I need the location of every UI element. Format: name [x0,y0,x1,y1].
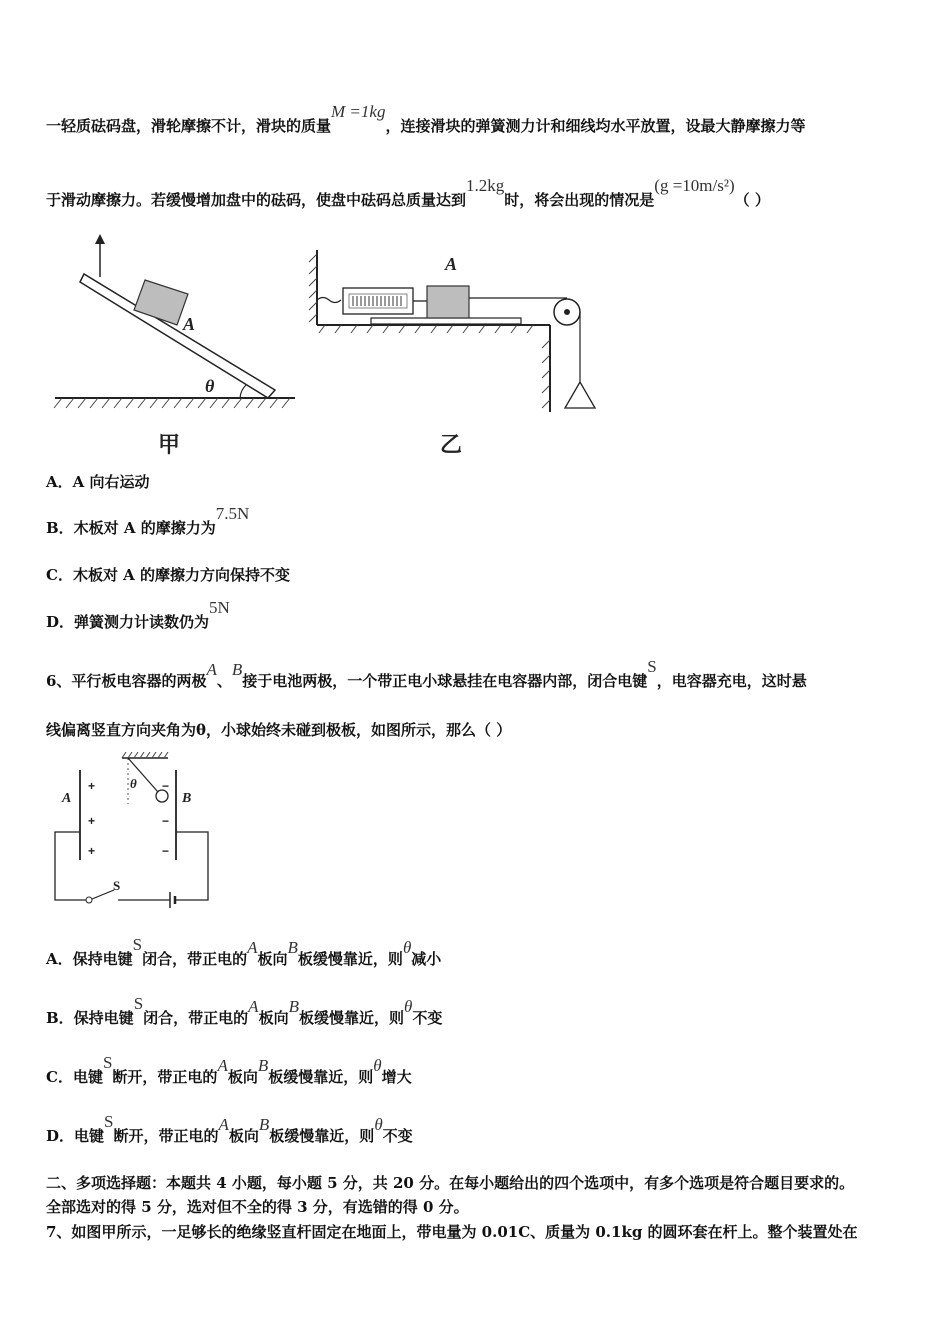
section2-heading-line1: 二、多项选择题：本题共 4 小题，每小题 5 分，共 20 分。在每小题给出的四个选项中，有多个选项是符合题目要求的。 [46,1174,855,1192]
ceiling-hatch [122,752,168,758]
q6-option-b[interactable]: B．保持电键S闭合，带正电的A板向B板缓慢靠近，则θ不变 [46,994,443,1027]
hook [317,298,341,303]
mass-expression: M =1kg [331,102,386,121]
wire-right [175,832,208,900]
label-a: A [445,254,458,274]
plus-sign: + [88,779,96,793]
block-a [427,286,469,318]
switch-s [92,890,114,899]
q6-option-a[interactable]: A．保持电键S闭合，带正电的A板向B板缓慢靠近，则θ减小 [46,935,442,968]
caption-yi: 乙 [440,432,463,458]
weight-pan [565,382,595,408]
ground-hatch [54,398,290,408]
q6-stem-line2: 线偏离竖直方向夹角为θ，小球始终未碰到极板，如图所示，那么（ ） [46,721,512,739]
plus-sign: + [88,844,96,858]
switch-contact [86,897,92,903]
label-a: A [62,791,72,806]
q5-option-b[interactable]: B．木板对 A 的摩擦力为7.5N [46,504,250,537]
wall-hatch [309,254,317,322]
minus-sign: − [162,814,170,828]
figure-yi [305,240,605,460]
up-arrow-icon [95,234,105,244]
label-theta: θ [130,776,137,791]
q5-option-d[interactable]: D．弹簧测力计读数仍为5N [46,598,230,631]
wire-left [55,832,86,900]
gravity-expression: (g =10m/s²) [654,176,735,195]
label-a: A [183,314,196,334]
mass-total: 1.2kg [466,176,505,195]
angle-arc [240,385,246,398]
q7-stem: 7、如图甲所示，一足够长的绝缘竖直杆固定在地面上，带电量为 0.01C、质量为 0.1kg 的圆环套在杆上。整个装置处在 [46,1223,858,1241]
q5-option-a[interactable]: A．A 向右运动 [46,473,150,491]
label-theta: θ [205,376,215,396]
minus-sign: − [162,779,170,793]
plus-sign: + [88,814,96,828]
q6-stem-line1: 6、平行板电容器的两极A、B接于电池两极，一个带正电小球悬挂在电容器内部，闭合电键S，电容器充电，这时悬 [46,657,807,690]
section2-heading-line2: 全部选对的得 5 分，选对但不全的得 3 分，有选错的得 0 分。 [46,1198,469,1216]
figure-jia [50,230,300,460]
label-s: S [113,878,121,893]
q6-option-d[interactable]: D．电键S断开，带正电的A板向B板缓慢靠近，则θ不变 [46,1112,413,1145]
label-b: B [182,791,192,806]
q6-option-c[interactable]: C．电键S断开，带正电的A板向B板缓慢靠近，则θ增大 [46,1053,412,1086]
q5-stem-line2: 于滑动摩擦力。若缓慢增加盘中的砝码，使盘中砝码总质量达到1.2kg时，将会出现的情况是(g =10m/s²)（ ） [46,176,770,209]
minus-sign: − [162,844,170,858]
q5-stem-line1: 一轻质砝码盘，滑轮摩擦不计，滑块的质量M =1kg，连接滑块的弹簧测力计和细线均水平放置，设最大静摩擦力等 [46,102,806,135]
q5-option-c[interactable]: C．木板对 A 的摩擦力方向保持不变 [46,566,291,584]
table-hatch [319,325,550,408]
figure-capacitor [50,752,215,910]
caption-jia: 甲 [158,432,181,458]
wooden-board [371,318,521,324]
